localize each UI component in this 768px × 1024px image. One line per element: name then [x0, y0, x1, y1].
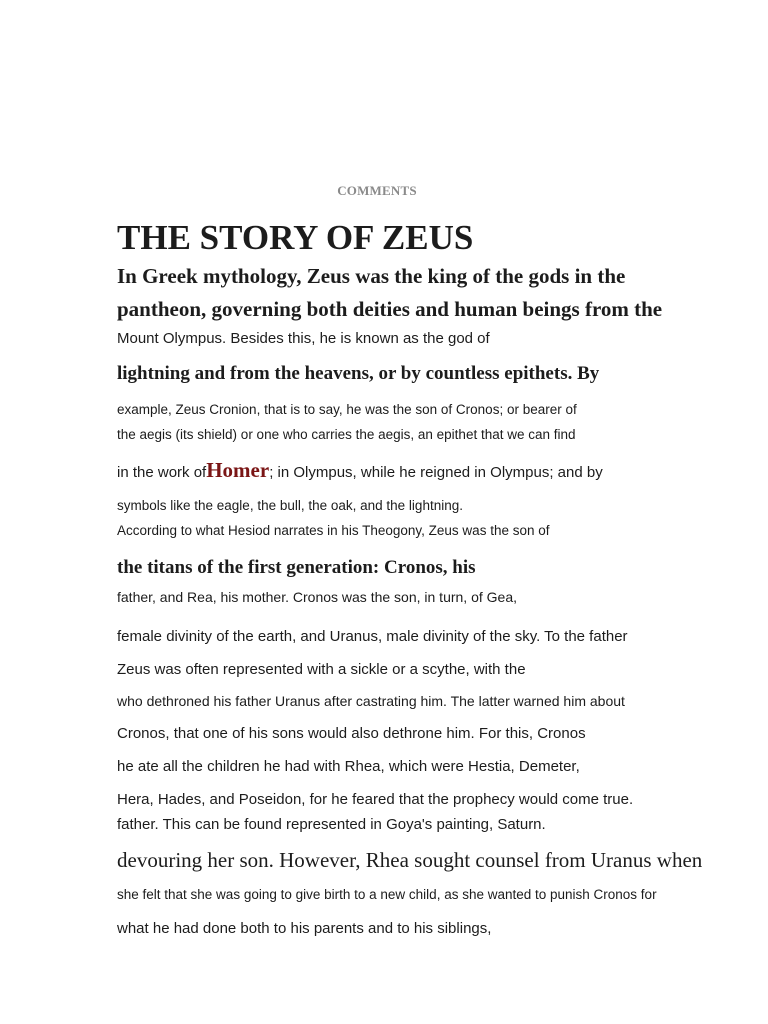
- article-line: devouring her son. However, Rhea sought counsel from Uranus when: [117, 848, 703, 872]
- line-text: in the work of: [117, 464, 207, 481]
- article-line: what he had done both to his parents and to his siblings,: [117, 920, 492, 937]
- article-line: symbols like the eagle, the bull, the oak, and the lightning.: [117, 498, 463, 513]
- page-title: THE STORY OF ZEUS: [117, 218, 474, 257]
- article-line: Zeus was often represented with a sickle or a scythe, with the: [117, 661, 526, 678]
- line-text: ; in Olympus, while he reigned in Olympus; and by: [269, 464, 603, 481]
- comments-link[interactable]: COMMENTS: [337, 183, 417, 198]
- article-line: Mount Olympus. Besides this, he is known as the god of: [117, 330, 490, 347]
- homer-link[interactable]: Homer: [206, 458, 270, 482]
- article-line: lightning and from the heavens, or by countless epithets. By: [117, 363, 600, 384]
- article-line: female divinity of the earth, and Uranus, male divinity of the sky. To the father: [117, 628, 628, 645]
- article-line: example, Zeus Cronion, that is to say, he was the son of Cronos; or bearer of: [117, 402, 577, 417]
- article-line: she felt that she was going to give birth to a new child, as she wanted to punish Cronos for: [117, 887, 657, 902]
- article-line: [117, 458, 603, 483]
- article-line: he ate all the children he had with Rhea, which were Hestia, Demeter,: [117, 758, 580, 775]
- article-line: Cronos, that one of his sons would also dethrone him. For this, Cronos: [117, 725, 586, 742]
- article-line: According to what Hesiod narrates in his Theogony, Zeus was the son of: [117, 523, 550, 538]
- article-line: In Greek mythology, Zeus was the king of the gods in the: [117, 264, 626, 288]
- article-line: father, and Rea, his mother. Cronos was the son, in turn, of Gea,: [117, 589, 517, 605]
- article-line: the aegis (its shield) or one who carries the aegis, an epithet that we can find: [117, 427, 576, 442]
- article-line: the titans of the first generation: Cronos, his: [117, 557, 476, 578]
- article-line: pantheon, governing both deities and human beings from the: [117, 297, 663, 321]
- article-line: Hera, Hades, and Poseidon, for he feared that the prophecy would come true.: [117, 791, 634, 808]
- article-line: father. This can be found represented in Goya's painting, Saturn.: [117, 816, 546, 833]
- article-line: who dethroned his father Uranus after castrating him. The latter warned him about: [117, 693, 625, 709]
